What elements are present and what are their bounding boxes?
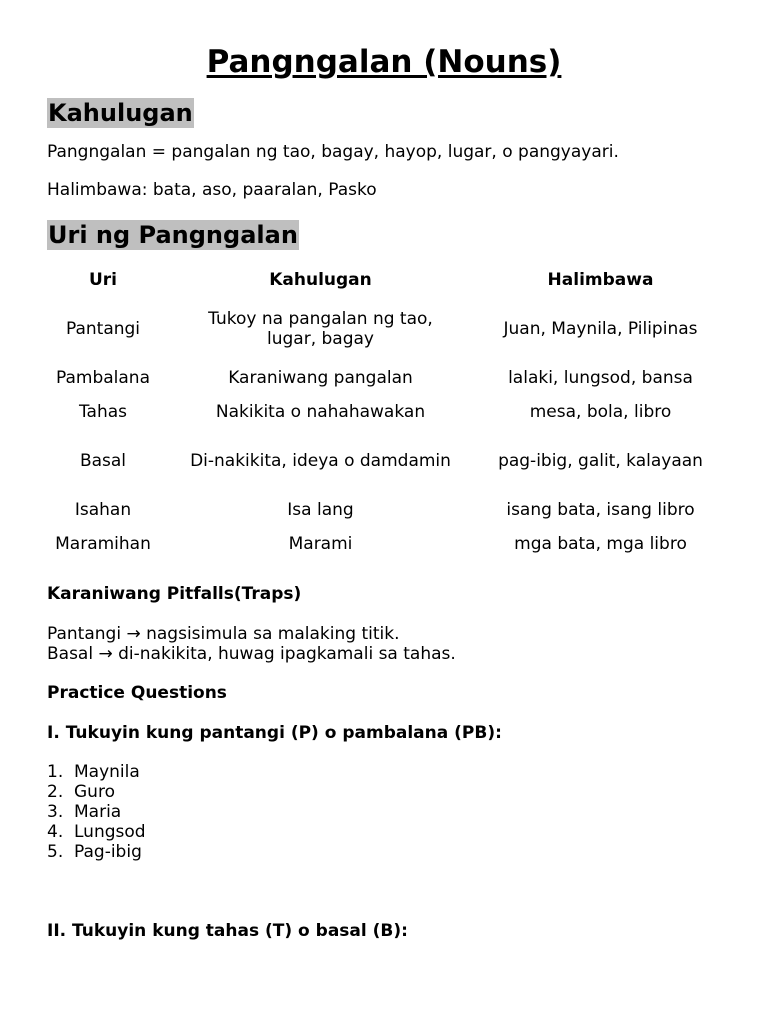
table-cell: Nakikita o nahahawakan xyxy=(215,402,426,422)
table-row xyxy=(38,297,728,361)
table-cell: Pambalana xyxy=(55,368,150,388)
list-item xyxy=(47,762,146,782)
table-cell: Isa lang xyxy=(287,500,354,520)
list-item xyxy=(47,822,146,842)
list-text: Guro xyxy=(74,782,115,802)
definition-text: Pangngalan = pangalan ng tao, bagay, hayop, lugar, o pangyayari. xyxy=(47,142,619,162)
table-cell: mesa, bola, libro xyxy=(529,402,672,422)
column-header-uri: Uri xyxy=(88,270,117,290)
list-text: Maria xyxy=(74,802,122,822)
page-title: Pangngalan (Nouns) xyxy=(206,44,562,80)
table-header-row xyxy=(38,263,728,297)
table-cell: isang bata, isang libro xyxy=(506,500,695,520)
table-cell: Juan, Maynila, Pilipinas xyxy=(503,319,698,339)
table-cell: Tahas xyxy=(78,402,128,422)
table-row xyxy=(38,527,728,561)
table-cell: Pantangi xyxy=(65,319,141,339)
pitfall-line-2: Basal → di-nakikita, huwag ipagkamali sa tahas. xyxy=(47,644,456,664)
table-cell: lalaki, lungsod, bansa xyxy=(508,368,693,388)
list-number: 2. xyxy=(47,782,64,802)
table-cell: Basal xyxy=(79,451,127,471)
noun-types-table xyxy=(38,263,728,561)
part1-heading: I. Tukuyin kung pantangi (P) o pambalana (PB): xyxy=(47,723,502,743)
list-text: Lungsod xyxy=(74,822,146,842)
list-number: 1. xyxy=(47,762,64,782)
list-number: 4. xyxy=(47,822,64,842)
list-number: 5. xyxy=(47,842,64,862)
table-cell: Di-nakikita, ideya o damdamin xyxy=(190,451,451,471)
list-number: 3. xyxy=(47,802,64,822)
table-cell: Isahan xyxy=(74,500,132,520)
table-row xyxy=(38,361,728,395)
column-header-kahulugan: Kahulugan xyxy=(269,270,372,290)
table-cell: pag-ibig, galit, kalayaan xyxy=(498,451,703,471)
table-cell: Tukoy na pangalan ng tao, lugar, bagay xyxy=(208,309,433,349)
pitfall-line-1: Pantangi → nagsisimula sa malaking titik. xyxy=(47,624,400,644)
table-row xyxy=(38,395,728,429)
list-item xyxy=(47,802,146,822)
table-cell: mga bata, mga libro xyxy=(514,534,687,554)
practice-heading: Practice Questions xyxy=(47,683,227,703)
table-cell: Maramihan xyxy=(55,534,151,554)
part1-question-list xyxy=(47,762,146,862)
list-text: Maynila xyxy=(74,762,140,782)
example-text: Halimbawa: bata, aso, paaralan, Pasko xyxy=(47,180,377,200)
list-item xyxy=(47,782,146,802)
table-row xyxy=(38,493,728,527)
pitfalls-heading: Karaniwang Pitfalls(Traps) xyxy=(47,584,302,604)
table-cell: Marami xyxy=(288,534,353,554)
column-header-halimbawa: Halimbawa xyxy=(547,270,654,290)
table-row xyxy=(38,429,728,493)
kahulugan-heading: Kahulugan xyxy=(48,99,193,127)
list-item xyxy=(47,842,146,862)
uri-heading: Uri ng Pangngalan xyxy=(48,221,298,249)
part2-heading: II. Tukuyin kung tahas (T) o basal (B): xyxy=(47,921,408,941)
list-text: Pag-ibig xyxy=(74,842,142,862)
table-cell: Karaniwang pangalan xyxy=(228,368,413,388)
